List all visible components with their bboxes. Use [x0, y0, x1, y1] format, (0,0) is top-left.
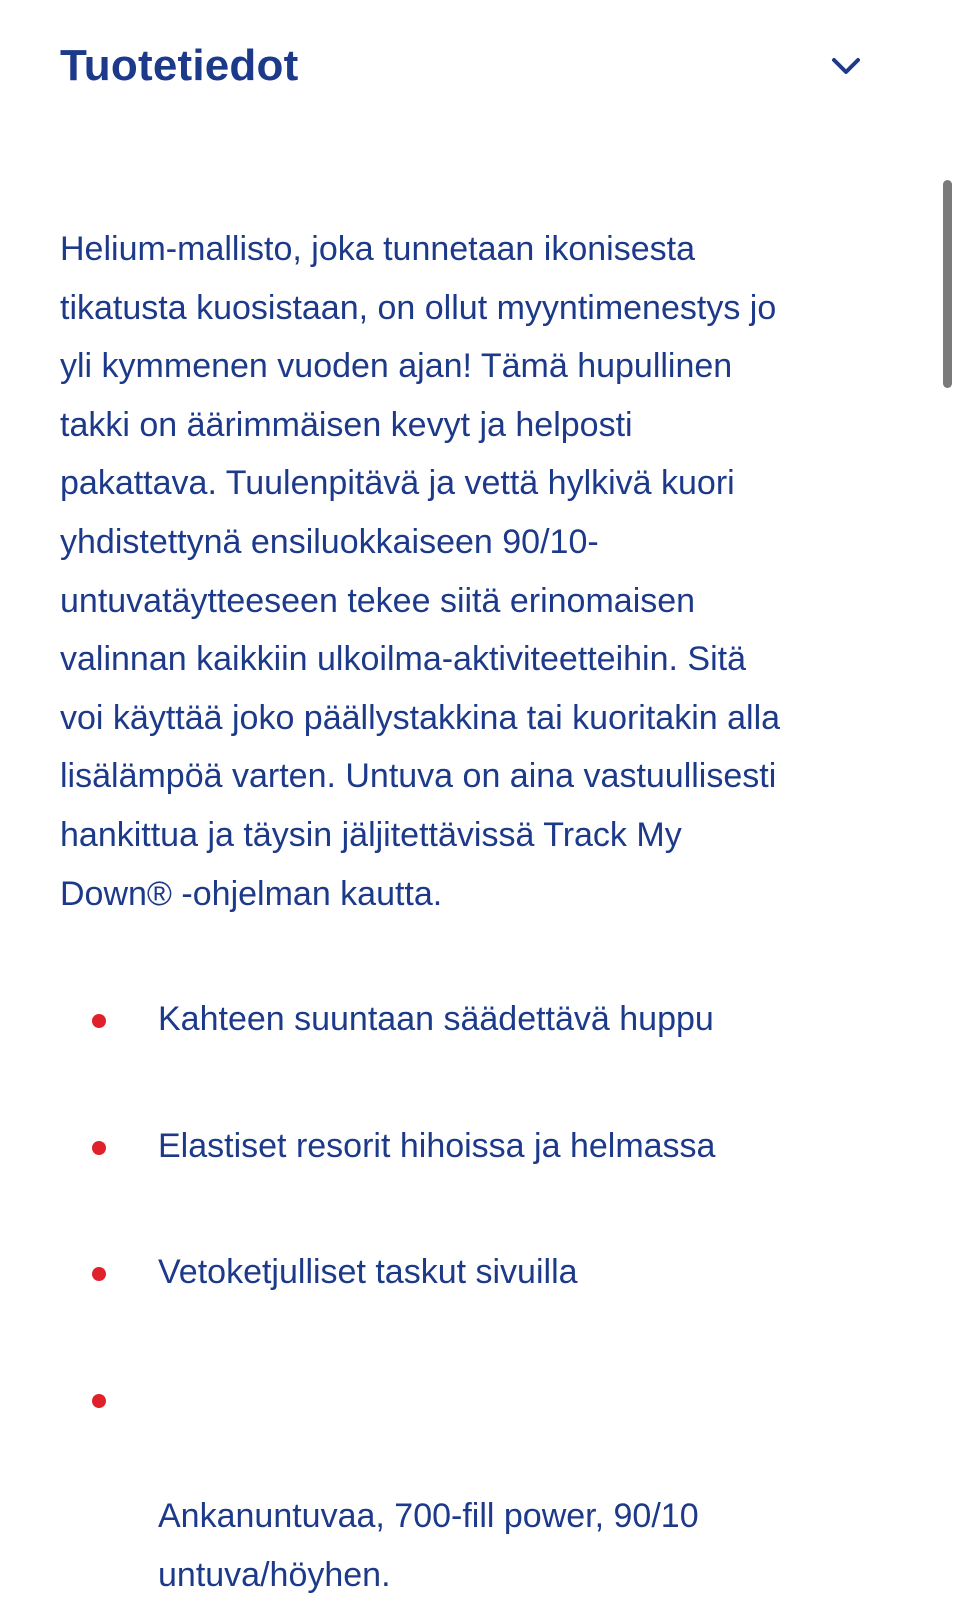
feature-list — [60, 990, 900, 1604]
scrollbar-thumb[interactable] — [943, 180, 952, 388]
feature-text: Vetoketjulliset taskut sivuilla — [158, 1253, 578, 1292]
feature-item — [60, 990, 900, 1049]
product-details-accordion-header[interactable] — [60, 38, 870, 94]
bullet-icon — [92, 1267, 106, 1281]
bullet-icon — [92, 1394, 106, 1408]
bullet-icon — [92, 1014, 106, 1028]
product-description: Helium-mallisto, joka tunnetaan ikonisesta tikatusta kuosistaan, on ollut myyntimenestys jo yli kymmenen vuoden ajan! Tämä hupullinen takki on äärimmäisen kevyt ja helposti pakattava. Tuulenpitävä ja vettä hylkivä kuori yhdistettynä ensiluokkaiseen 90/10- untuvatäytteeseen tekee siitä erinomaisen valinnan kaikkiin ulkoilma-aktiviteetteihin. Sitä voi käyttää joko päällystakkina tai kuoritakin alla lisälämpöä varten. Untuva on aina vastuullisesti hankittua ja täysin jäljitettävissä Track My Down® -ohjelman kautta. — [60, 230, 781, 913]
feature-item — [60, 1243, 900, 1302]
bullet-icon — [92, 1141, 106, 1155]
feature-text: Elastiset resorit hihoissa ja helmassa — [158, 1126, 716, 1165]
feature-item — [60, 1370, 900, 1604]
chevron-down-icon[interactable] — [826, 46, 866, 86]
section-title: Tuotetiedot — [60, 41, 299, 90]
feature-text: Ankanuntuvaa, 700-fill power, 90/10 untuva/höyhen. — [158, 1496, 699, 1594]
feature-item — [60, 1117, 900, 1176]
feature-text: Kahteen suuntaan säädettävä huppu — [158, 1000, 714, 1038]
